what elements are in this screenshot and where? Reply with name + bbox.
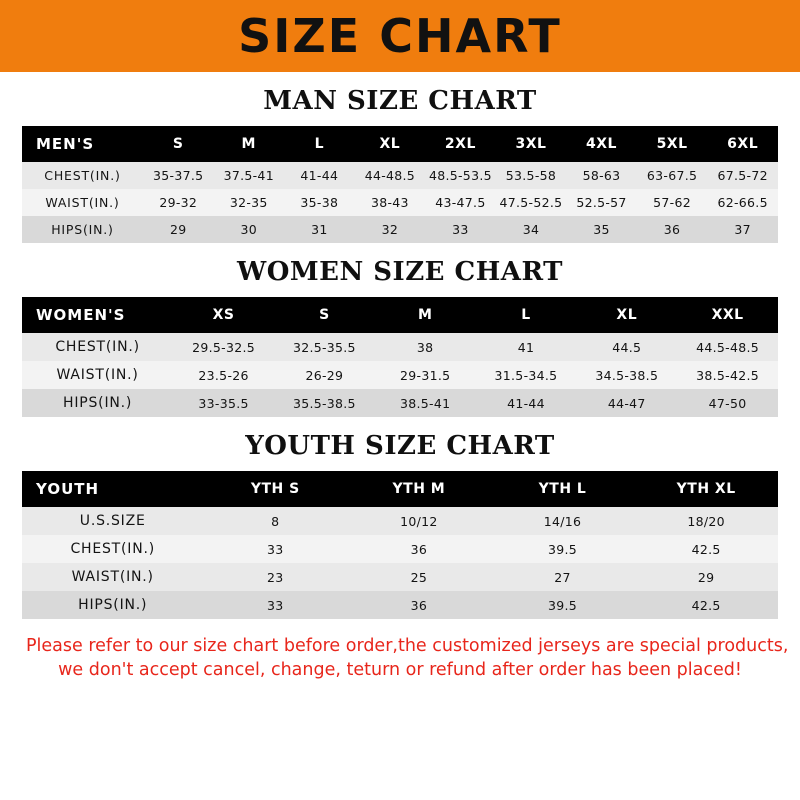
row-label: HIPS(IN.) [22,216,143,243]
table-header-row [22,471,778,507]
table-cell: 36 [347,591,491,619]
table-cell: 23.5-26 [173,361,274,389]
table-cell: 44.5 [576,333,677,361]
table-cell: 53.5-58 [496,162,567,189]
table-cell: 44.5-48.5 [677,333,778,361]
table-cell: 58-63 [566,162,637,189]
table-cell: 8 [203,507,347,535]
women-header-cell: XXL [677,297,778,333]
table-cell: 38-43 [355,189,426,216]
table-cell: 14/16 [491,507,635,535]
banner [0,0,800,72]
table-cell: 35 [566,216,637,243]
youth-header-cell: YTH S [203,471,347,507]
row-label: WAIST(IN.) [22,361,173,389]
table-row [22,333,778,361]
men-section-title: MAN SIZE CHART [263,86,537,116]
table-cell: 47.5-52.5 [496,189,567,216]
table-cell: 38 [375,333,476,361]
table-cell: 29 [143,216,214,243]
table-cell: 30 [214,216,285,243]
table-row [22,216,778,243]
men-header-cell: S [143,126,214,162]
table-cell: 32 [355,216,426,243]
youth-header-cell: YTH XL [634,471,778,507]
row-label: HIPS(IN.) [22,389,173,417]
table-cell: 57-62 [637,189,708,216]
table-cell: 23 [203,563,347,591]
row-label: CHEST(IN.) [22,535,203,563]
disclaimer-line-2: we don't accept cancel, change, teturn or refund after order has been placed! [58,659,742,680]
table-cell: 41 [476,333,577,361]
women-size-table [22,297,778,417]
table-cell: 29-31.5 [375,361,476,389]
table-cell: 29-32 [143,189,214,216]
youth-header-cell: YTH L [491,471,635,507]
table-row [22,189,778,216]
women-header-cell: M [375,297,476,333]
table-cell: 36 [637,216,708,243]
youth-section-title: YOUTH SIZE CHART [245,431,555,461]
table-cell: 43-47.5 [425,189,496,216]
table-cell: 31.5-34.5 [476,361,577,389]
table-cell: 34 [496,216,567,243]
table-cell: 44-47 [576,389,677,417]
row-label: WAIST(IN.) [22,189,143,216]
table-cell: 35-37.5 [143,162,214,189]
row-label: U.S.SIZE [22,507,203,535]
men-header-cell: 2XL [425,126,496,162]
table-header-row [22,126,778,162]
table-row [22,162,778,189]
row-label: WAIST(IN.) [22,563,203,591]
table-cell: 32.5-35.5 [274,333,375,361]
table-cell: 32-35 [214,189,285,216]
row-label: CHEST(IN.) [22,333,173,361]
table-cell: 35.5-38.5 [274,389,375,417]
disclaimer-note [22,635,789,682]
table-cell: 33 [203,591,347,619]
men-header-cell: 3XL [496,126,567,162]
table-cell: 26-29 [274,361,375,389]
table-row [22,389,778,417]
table-cell: 29 [634,563,778,591]
women-header-cell: WOMEN'S [22,297,173,333]
table-row [22,535,778,563]
table-cell: 38.5-42.5 [677,361,778,389]
women-header-cell: XL [576,297,677,333]
table-cell: 62-66.5 [707,189,778,216]
youth-size-table [22,471,778,619]
table-cell: 41-44 [284,162,355,189]
table-cell: 38.5-41 [375,389,476,417]
table-cell: 34.5-38.5 [576,361,677,389]
table-cell: 37.5-41 [214,162,285,189]
table-row [22,361,778,389]
table-cell: 39.5 [491,535,635,563]
page-title: SIZE CHART [238,9,562,63]
table-cell: 33-35.5 [173,389,274,417]
table-cell: 29.5-32.5 [173,333,274,361]
table-cell: 27 [491,563,635,591]
table-cell: 39.5 [491,591,635,619]
men-header-cell: XL [355,126,426,162]
table-cell: 35-38 [284,189,355,216]
table-cell: 31 [284,216,355,243]
men-header-cell: 4XL [566,126,637,162]
youth-header-cell: YOUTH [22,471,203,507]
table-cell: 33 [203,535,347,563]
table-row [22,563,778,591]
table-cell: 42.5 [634,591,778,619]
table-cell: 52.5-57 [566,189,637,216]
table-cell: 10/12 [347,507,491,535]
women-header-cell: XS [173,297,274,333]
disclaimer-line-1: Please refer to our size chart before order,the customized jerseys are special products, [26,636,789,656]
men-header-cell: MEN'S [22,126,143,162]
women-header-cell: L [476,297,577,333]
men-header-cell: M [214,126,285,162]
table-cell: 37 [707,216,778,243]
women-header-cell: S [274,297,375,333]
table-cell: 36 [347,535,491,563]
table-cell: 47-50 [677,389,778,417]
table-cell: 25 [347,563,491,591]
women-section-title: WOMEN SIZE CHART [237,257,563,287]
table-cell: 18/20 [634,507,778,535]
table-cell: 33 [425,216,496,243]
table-cell: 41-44 [476,389,577,417]
table-cell: 48.5-53.5 [425,162,496,189]
men-header-cell: 5XL [637,126,708,162]
table-cell: 42.5 [634,535,778,563]
youth-header-cell: YTH M [347,471,491,507]
table-cell: 67.5-72 [707,162,778,189]
table-row [22,507,778,535]
table-header-row [22,297,778,333]
men-header-cell: L [284,126,355,162]
row-label: CHEST(IN.) [22,162,143,189]
men-size-table [22,126,778,243]
table-cell: 63-67.5 [637,162,708,189]
content [0,86,800,682]
table-row [22,591,778,619]
row-label: HIPS(IN.) [22,591,203,619]
table-cell: 44-48.5 [355,162,426,189]
men-header-cell: 6XL [707,126,778,162]
